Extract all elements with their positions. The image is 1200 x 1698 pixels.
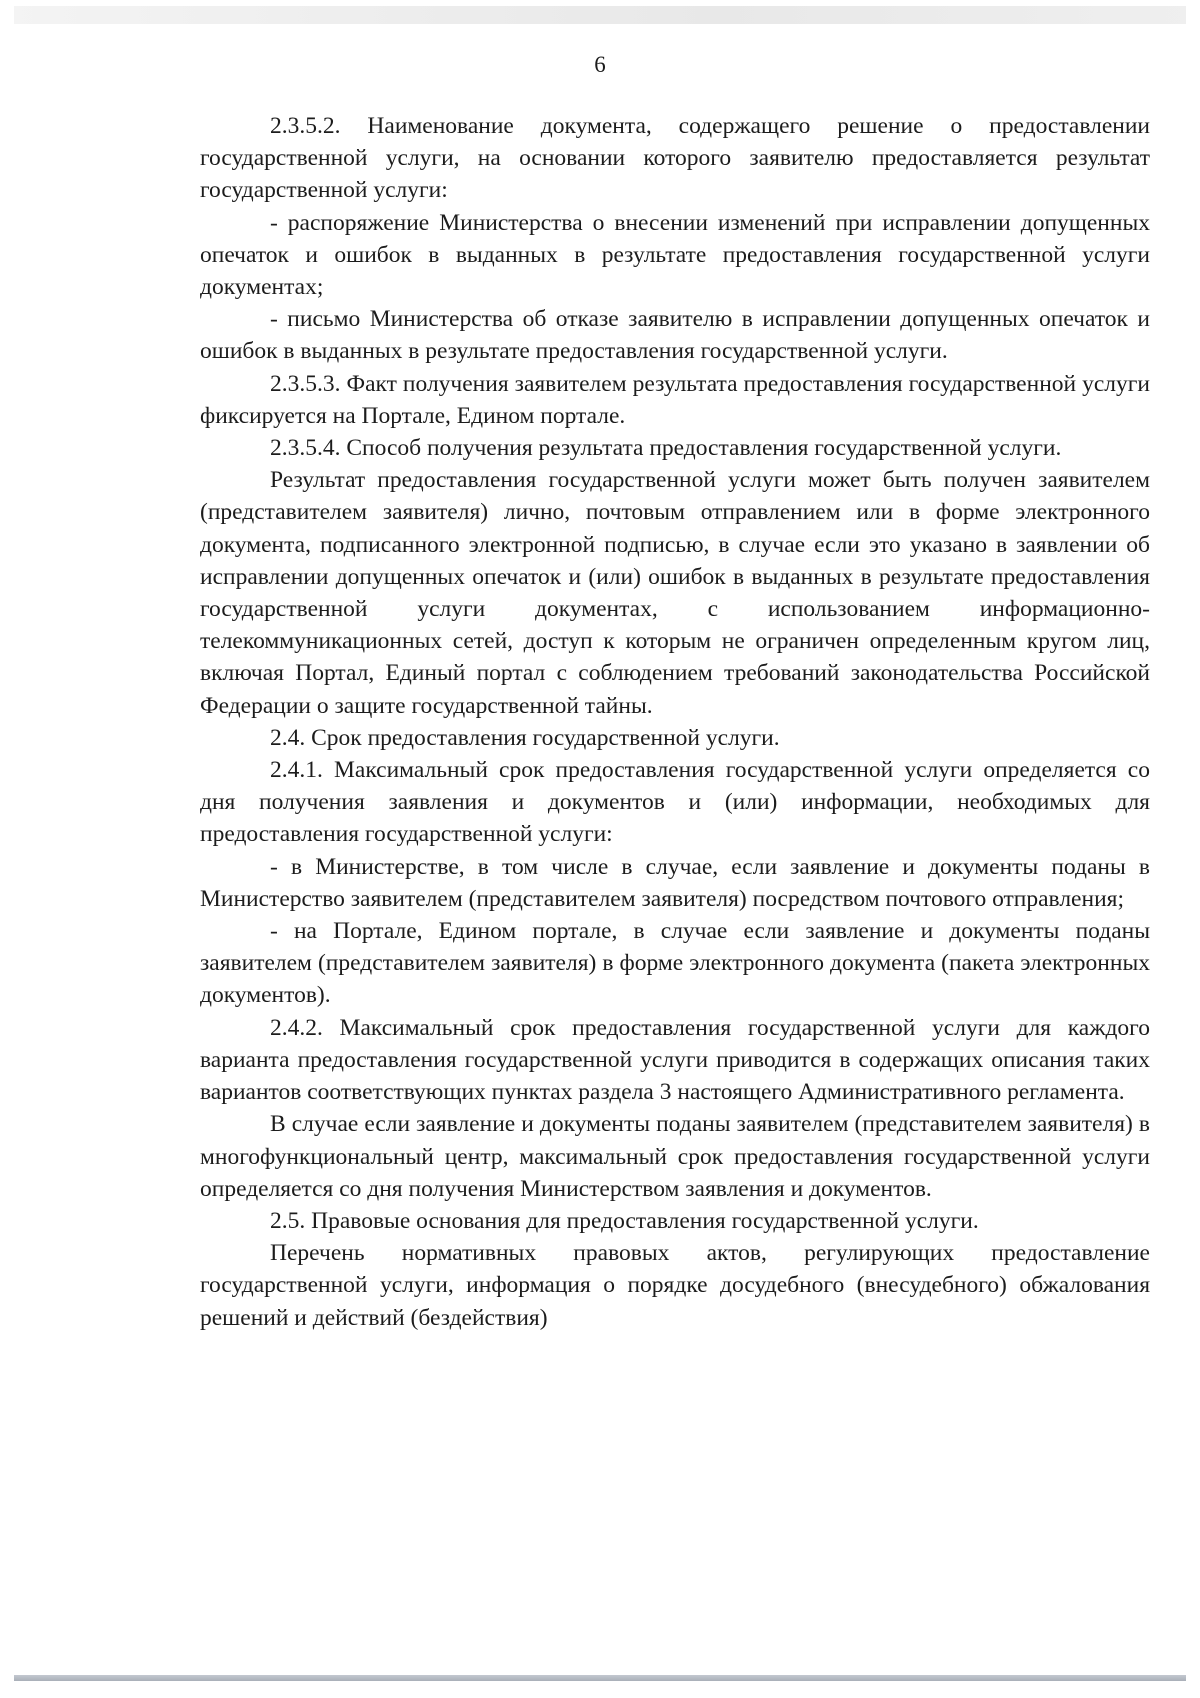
document-body [200,110,1150,1334]
paragraph-2-3-5-3: 2.3.5.3. Факт получения заявителем результата предоставления государственной услуги фиксируется на Портале, Едином портале. [200,370,1150,429]
bullet-portal-item: - на Портале, Едином портале, в случае если заявление и документы поданы заявителем (представителем заявителя) в форме электронного документа (пакета электронных документов). [200,918,1150,1009]
scan-bottom-edge [14,1675,1186,1681]
heading-2-5: 2.5. Правовые основания для предоставления государственной услуги. [270,1207,979,1234]
scan-top-shadow [14,6,1186,24]
page-number: 6 [594,52,606,77]
paragraph-2-4-1: 2.4.1. Максимальный срок предоставления государственной услуги определяется со дня получения заявления и документов и (или) информации, необходимых для предоставления государственной услуги: [200,757,1150,848]
paragraph-result-methods: Результат предоставления государственной услуги может быть получен заявителем (представителем заявителя) лично, почтовым отправлением или в форме электронного документа, подписанного электронной подписью, в случае если это указано в заявлении об исправлении допущенных опечаток и (или) ошибок в выданных в результате предоставления государственной услуги документах, с использованием информационно-телекоммуникационных сетей, доступ к которым не ограничен определенным кругом лиц, включая Портал, Единый портал с соблюдением требований законодательства Российской Федерации о защите государственной тайны. [200,467,1150,719]
paragraph-2-3-5-4: 2.3.5.4. Способ получения результата предоставления государственной услуги. [270,435,1062,462]
bullet-letter-item: - письмо Министерства об отказе заявителю в исправлении допущенных опечаток и ошибок в выданных в результате предоставления государственной услуги. [200,306,1150,365]
paragraph-2-3-5-2: 2.3.5.2. Наименование документа, содержащего решение о предоставлении государственной услуги, на основании которого заявителю предоставляется результат государственной услуги: [200,113,1150,204]
paragraph-2-4-2: 2.4.2. Максимальный срок предоставления государственной услуги для каждого варианта предоставления государственной услуги приводится в содержащих описания таких вариантов соответствующих пунктах раздела 3 настоящего Административного регламента. [200,1014,1150,1106]
bullet-order-item: - распоряжение Министерства о внесении изменений при исправлении допущенных опечаток и ошибок в выданных в результате предоставления государственной услуги документах; [200,209,1150,301]
paragraph-mfc-case: В случае если заявление и документы поданы заявителем (представителем заявителя) в многофункциональный центр, максимальный срок предоставления государственной услуги определяется со дня получения Министерством заявления и документов. [200,1111,1150,1202]
paragraph-legal-acts-list: Перечень нормативных правовых актов, регулирующих предоставление государственной услуги, информация о порядке досудебного (внесудебного) обжалования решений и действий (бездействия) [200,1240,1150,1331]
bullet-ministry-item: - в Министерстве, в том числе в случае, если заявление и документы поданы в Министерство заявителем (представителем заявителя) посредством почтового отправления; [200,853,1150,912]
heading-2-4: 2.4. Срок предоставления государственной услуги. [270,724,780,751]
